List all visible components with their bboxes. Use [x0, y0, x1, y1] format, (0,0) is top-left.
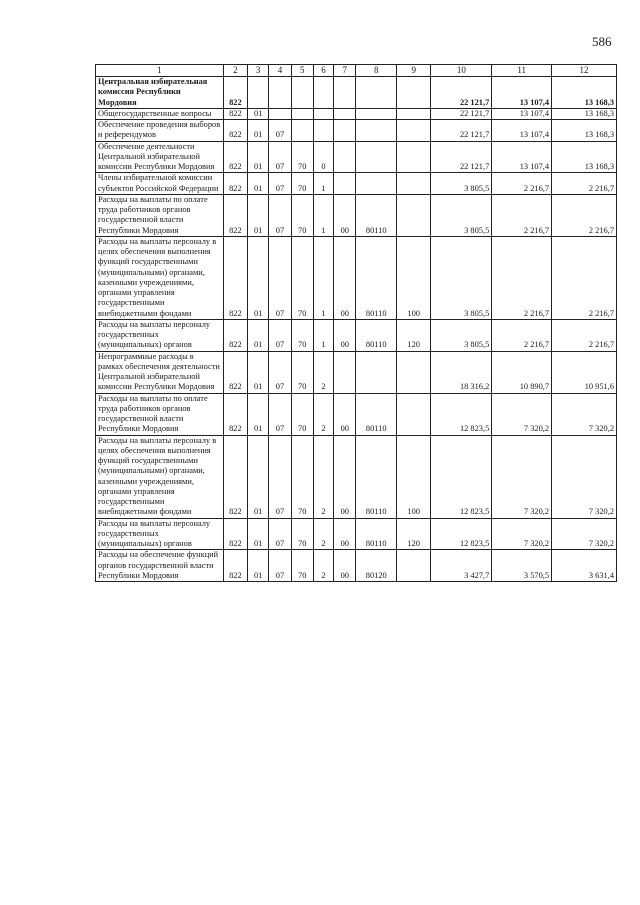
code-cell [291, 120, 313, 142]
code-cell: 70 [291, 236, 313, 319]
code-cell: 2 [313, 393, 333, 435]
header-cell: 7 [334, 65, 356, 77]
code-cell: 00 [334, 393, 356, 435]
header-cell: 11 [492, 65, 552, 77]
code-cell [313, 120, 333, 142]
code-cell [334, 351, 356, 393]
row-description: Расходы на выплаты по оплате труда работников органов государственной власти Республики Мордовия [96, 194, 224, 236]
table-row [96, 194, 617, 236]
row-description: Центральная избирательная комиссия Республики Мордовия [96, 77, 224, 109]
code-cell: 2 [313, 550, 333, 582]
code-cell: 07 [269, 550, 291, 582]
row-description: Расходы на выплаты персоналу в целях обеспечения выполнения функций государственными (муниципальными) органами, казенными учреждениями, органами управления государственными внебюджетными фондами [96, 236, 224, 319]
code-cell [396, 393, 430, 435]
code-cell: 01 [248, 194, 269, 236]
code-cell [396, 194, 430, 236]
amount-cell: 3 805,5 [431, 194, 492, 236]
amount-cell: 13 168,3 [552, 120, 617, 142]
code-cell: 822 [223, 194, 247, 236]
code-cell: 70 [291, 319, 313, 351]
row-description: Обеспечение проведения выборов и референдумов [96, 120, 224, 142]
amount-cell: 2 216,7 [492, 236, 552, 319]
amount-cell: 7 320,2 [552, 393, 617, 435]
code-cell: 120 [396, 518, 430, 550]
amount-cell: 7 320,2 [492, 435, 552, 518]
table-row [96, 108, 617, 119]
row-description: Расходы на выплаты персоналу в целях обеспечения выполнения функций государственными (муниципальными) органами, казенными учреждениями, органами управления государственными внебюджетными фондами [96, 435, 224, 518]
amount-cell: 13 168,3 [552, 141, 617, 173]
table-row [96, 393, 617, 435]
header-cell: 12 [552, 65, 617, 77]
amount-cell: 13 168,3 [552, 77, 617, 109]
code-cell: 822 [223, 319, 247, 351]
code-cell [313, 108, 333, 119]
amount-cell: 7 320,2 [552, 518, 617, 550]
code-cell: 00 [334, 236, 356, 319]
code-cell: 0 [313, 141, 333, 173]
table-row [96, 351, 617, 393]
code-cell [313, 77, 333, 109]
code-cell: 80110 [356, 393, 397, 435]
table-header-row [96, 65, 617, 77]
header-cell: 5 [291, 65, 313, 77]
table-row [96, 77, 617, 109]
amount-cell: 2 216,7 [492, 173, 552, 195]
code-cell: 01 [248, 108, 269, 119]
code-cell: 822 [223, 108, 247, 119]
code-cell: 120 [396, 319, 430, 351]
code-cell [334, 120, 356, 142]
code-cell: 822 [223, 351, 247, 393]
code-cell [396, 550, 430, 582]
row-description: Непрограммные расходы в рамках обеспечения деятельности Центральной избирательной комиссии Республики Мордовия [96, 351, 224, 393]
code-cell: 00 [334, 435, 356, 518]
header-cell: 3 [248, 65, 269, 77]
code-cell [356, 351, 397, 393]
row-description: Обеспечение деятельности Центральной избирательной комиссии Республики Мордовия [96, 141, 224, 173]
code-cell [269, 77, 291, 109]
code-cell: 01 [248, 351, 269, 393]
amount-cell: 13 107,4 [492, 77, 552, 109]
code-cell [356, 173, 397, 195]
row-description: Расходы на выплаты по оплате труда работников органов государственной власти Республики Мордовия [96, 393, 224, 435]
code-cell: 00 [334, 550, 356, 582]
table-row [96, 120, 617, 142]
code-cell: 1 [313, 319, 333, 351]
code-cell: 1 [313, 194, 333, 236]
code-cell [396, 173, 430, 195]
code-cell: 01 [248, 141, 269, 173]
amount-cell: 18 316,2 [431, 351, 492, 393]
amount-cell: 22 121,7 [431, 77, 492, 109]
code-cell: 07 [269, 351, 291, 393]
code-cell [269, 108, 291, 119]
amount-cell: 12 823,5 [431, 518, 492, 550]
code-cell: 2 [313, 435, 333, 518]
amount-cell: 2 216,7 [492, 194, 552, 236]
code-cell: 70 [291, 518, 313, 550]
row-description: Расходы на выплаты персоналу государственных (муниципальных) органов [96, 518, 224, 550]
amount-cell: 13 107,4 [492, 108, 552, 119]
header-cell: 4 [269, 65, 291, 77]
code-cell: 70 [291, 393, 313, 435]
budget-table [95, 64, 617, 582]
code-cell: 07 [269, 319, 291, 351]
code-cell [356, 77, 397, 109]
code-cell: 80110 [356, 319, 397, 351]
amount-cell: 10 951,6 [552, 351, 617, 393]
amount-cell: 22 121,7 [431, 120, 492, 142]
code-cell: 07 [269, 236, 291, 319]
row-description: Члены избирательной комиссии субъектов Российской Федерации [96, 173, 224, 195]
code-cell [248, 77, 269, 109]
code-cell [356, 108, 397, 119]
table-row [96, 550, 617, 582]
code-cell: 70 [291, 550, 313, 582]
code-cell: 100 [396, 236, 430, 319]
header-cell: 10 [431, 65, 492, 77]
code-cell: 70 [291, 435, 313, 518]
amount-cell: 2 216,7 [552, 319, 617, 351]
code-cell [334, 141, 356, 173]
code-cell [396, 108, 430, 119]
code-cell [396, 141, 430, 173]
table-row [96, 236, 617, 319]
code-cell: 70 [291, 351, 313, 393]
code-cell: 01 [248, 518, 269, 550]
amount-cell: 13 107,4 [492, 120, 552, 142]
code-cell: 00 [334, 194, 356, 236]
table-body [96, 65, 617, 582]
code-cell: 822 [223, 435, 247, 518]
header-cell: 8 [356, 65, 397, 77]
code-cell [396, 120, 430, 142]
code-cell: 1 [313, 173, 333, 195]
code-cell: 07 [269, 194, 291, 236]
code-cell: 2 [313, 518, 333, 550]
code-cell: 07 [269, 393, 291, 435]
amount-cell: 13 107,4 [492, 141, 552, 173]
amount-cell: 22 121,7 [431, 108, 492, 119]
code-cell: 01 [248, 236, 269, 319]
code-cell: 01 [248, 319, 269, 351]
code-cell: 01 [248, 173, 269, 195]
code-cell: 80110 [356, 435, 397, 518]
code-cell: 822 [223, 141, 247, 173]
amount-cell: 3 805,5 [431, 173, 492, 195]
amount-cell: 7 320,2 [492, 393, 552, 435]
code-cell [356, 120, 397, 142]
page-number: 586 [592, 34, 612, 49]
amount-cell: 7 320,2 [492, 518, 552, 550]
amount-cell: 2 216,7 [552, 194, 617, 236]
table-row [96, 319, 617, 351]
code-cell: 822 [223, 120, 247, 142]
code-cell: 1 [313, 236, 333, 319]
code-cell: 70 [291, 194, 313, 236]
amount-cell: 3 805,5 [431, 319, 492, 351]
code-cell: 00 [334, 518, 356, 550]
code-cell: 80120 [356, 550, 397, 582]
amount-cell: 3 570,5 [492, 550, 552, 582]
amount-cell: 12 823,5 [431, 393, 492, 435]
header-cell: 6 [313, 65, 333, 77]
header-cell: 1 [96, 65, 224, 77]
amount-cell: 3 427,7 [431, 550, 492, 582]
code-cell [356, 141, 397, 173]
code-cell: 01 [248, 120, 269, 142]
row-description: Общегосударственные вопросы [96, 108, 224, 119]
code-cell: 822 [223, 173, 247, 195]
code-cell: 822 [223, 393, 247, 435]
code-cell [396, 77, 430, 109]
code-cell: 80110 [356, 236, 397, 319]
amount-cell: 12 823,5 [431, 435, 492, 518]
code-cell: 07 [269, 120, 291, 142]
header-cell: 2 [223, 65, 247, 77]
code-cell: 822 [223, 236, 247, 319]
amount-cell: 22 121,7 [431, 141, 492, 173]
code-cell [334, 108, 356, 119]
code-cell: 822 [223, 550, 247, 582]
code-cell: 07 [269, 435, 291, 518]
code-cell: 70 [291, 173, 313, 195]
table-row [96, 173, 617, 195]
amount-cell: 7 320,2 [552, 435, 617, 518]
amount-cell: 13 168,3 [552, 108, 617, 119]
code-cell [396, 351, 430, 393]
code-cell [334, 77, 356, 109]
amount-cell: 10 890,7 [492, 351, 552, 393]
code-cell: 01 [248, 435, 269, 518]
code-cell: 2 [313, 351, 333, 393]
code-cell: 01 [248, 550, 269, 582]
code-cell: 07 [269, 141, 291, 173]
amount-cell: 2 216,7 [492, 319, 552, 351]
code-cell: 80110 [356, 194, 397, 236]
code-cell: 80110 [356, 518, 397, 550]
row-description: Расходы на выплаты персоналу государственных (муниципальных) органов [96, 319, 224, 351]
code-cell [334, 173, 356, 195]
amount-cell: 2 216,7 [552, 173, 617, 195]
code-cell: 01 [248, 393, 269, 435]
table-row [96, 518, 617, 550]
code-cell [291, 77, 313, 109]
amount-cell: 3 631,4 [552, 550, 617, 582]
code-cell [291, 108, 313, 119]
code-cell: 100 [396, 435, 430, 518]
table-row [96, 141, 617, 173]
code-cell: 07 [269, 173, 291, 195]
code-cell: 70 [291, 141, 313, 173]
code-cell: 822 [223, 518, 247, 550]
table-row [96, 435, 617, 518]
header-cell: 9 [396, 65, 430, 77]
row-description: Расходы на обеспечение функций органов государственной власти Республики Мордовия [96, 550, 224, 582]
code-cell: 07 [269, 518, 291, 550]
code-cell: 00 [334, 319, 356, 351]
amount-cell: 3 805,5 [431, 236, 492, 319]
code-cell: 822 [223, 77, 247, 109]
amount-cell: 2 216,7 [552, 236, 617, 319]
